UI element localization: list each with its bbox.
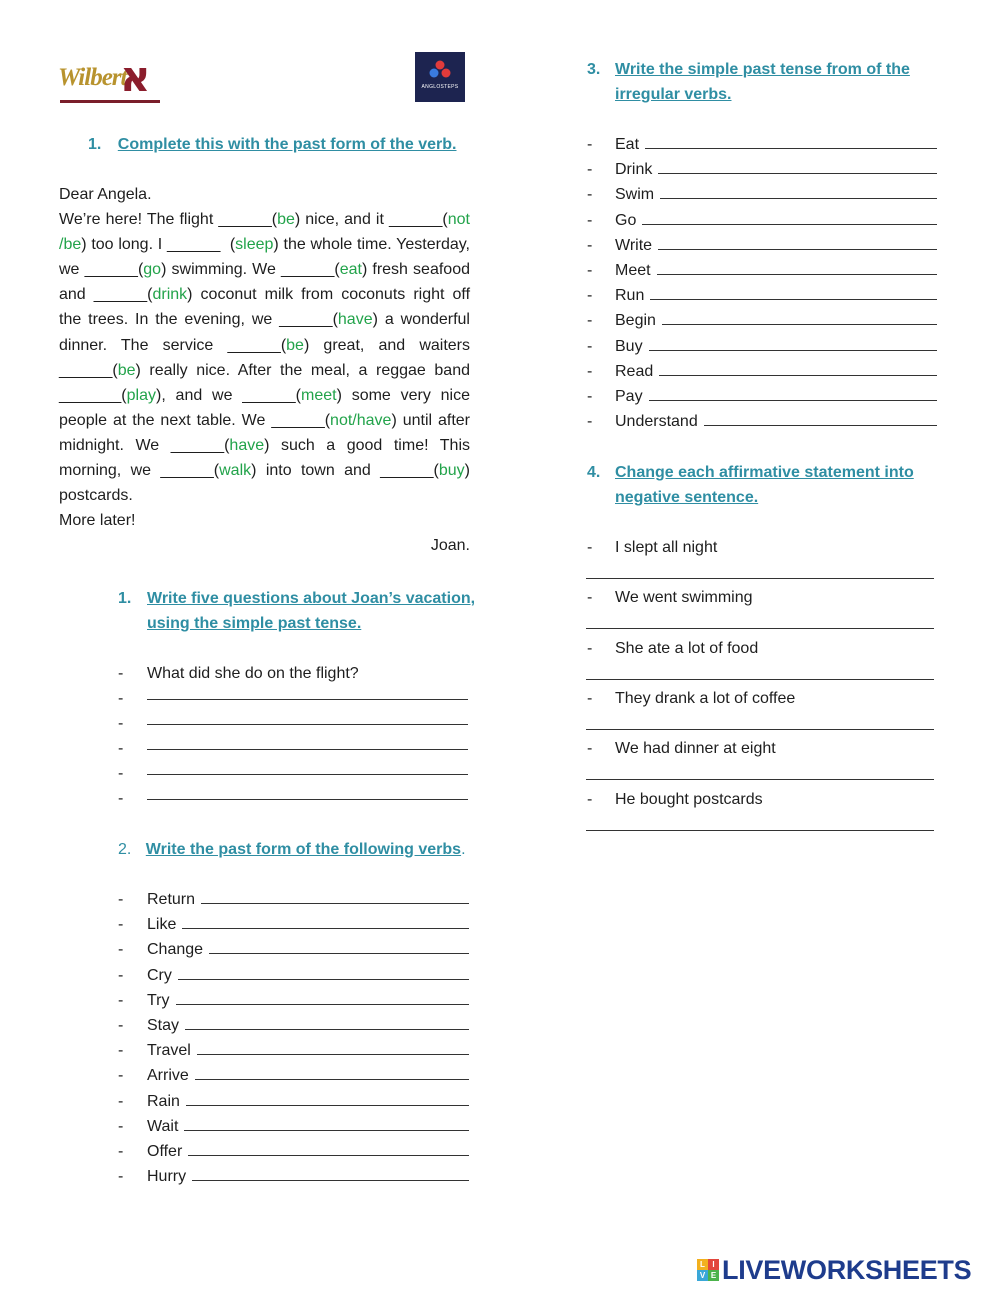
bullet-dash: - (118, 715, 124, 732)
verb-row (147, 1089, 469, 1114)
letter-paren: ) (391, 411, 397, 429)
verb-answer-line[interactable] (192, 1166, 469, 1181)
letter-closing: More later! (59, 512, 136, 530)
verb-hint-7: have (337, 311, 373, 329)
verb-answer-line[interactable] (704, 411, 937, 426)
answer-line[interactable] (147, 724, 468, 725)
verb-answer-line[interactable] (182, 914, 469, 929)
bullet-dash: - (587, 186, 593, 204)
verb-label: Go (615, 211, 637, 229)
verb-hint-12: not/have (330, 411, 392, 429)
verb-label: Cry (147, 966, 172, 984)
negative-answer-line[interactable] (586, 628, 934, 629)
statement-text: We went swimming (615, 589, 753, 607)
verb-label: Arrive (147, 1067, 189, 1085)
anglosteps-logo (415, 52, 465, 102)
bullet-dash: - (587, 413, 593, 431)
letter-part-13: until after midnight. We (59, 411, 470, 454)
section4-heading (587, 460, 600, 485)
letter-part-6: fresh seafood and (59, 261, 470, 304)
bullet-dash: - (118, 991, 124, 1009)
letter-paren: ) (155, 386, 162, 404)
verb-answer-line[interactable] (658, 235, 937, 250)
verb-row (147, 937, 469, 962)
bullet-dash: - (587, 312, 593, 330)
bullet-dash: - (118, 891, 124, 908)
verb-hint-4: go (143, 261, 162, 279)
letter-paren: ( (295, 386, 301, 404)
letter-part-7: coconut milk from coconuts right off the trees. In the evening, we (59, 286, 471, 329)
verb-label: Pay (615, 388, 643, 405)
letter-paren: ( (147, 286, 153, 304)
anglosteps-logo-mark (415, 52, 465, 102)
verb-label: Travel (147, 1042, 191, 1060)
verb-answer-line[interactable] (188, 1141, 469, 1156)
bullet-dash: - (118, 1092, 124, 1110)
verb-row (147, 912, 469, 937)
badge-letter-l: L (697, 1259, 708, 1270)
anglosteps-logo-text: ANGLOSTEPS (421, 84, 459, 90)
letter-paren: ) (135, 361, 141, 379)
letter-paren: ) (294, 211, 301, 229)
letter-greeting: Dear Angela. (59, 186, 152, 203)
statement-text: They drank a lot of coffee (615, 689, 796, 707)
statement-text: We had dinner at eight (615, 740, 776, 758)
bullet-dash: - (118, 1117, 124, 1135)
letter-paren: ( (442, 211, 448, 229)
section1b-number: 1. (118, 590, 132, 607)
verb-hint-9: be (117, 361, 136, 379)
statement-text: He bought postcards (615, 790, 763, 808)
verb-label: Change (147, 941, 204, 959)
letter-text (59, 182, 470, 558)
letter-paren: ( (121, 386, 127, 404)
wilbert-logo-text: Wilbert (58, 64, 127, 91)
section4-number: 4. (587, 464, 601, 481)
letter-part-9: great, and waiters (309, 336, 471, 354)
letter-paren: ) (464, 462, 470, 480)
verb-label: Read (615, 362, 654, 380)
bullet-dash: - (118, 1168, 124, 1186)
letter-part-10: really nice. After the meal, a reggae band (140, 361, 470, 379)
bullet-dash: - (587, 589, 593, 607)
bullet-dash: - (587, 337, 593, 355)
answer-line[interactable] (147, 749, 468, 750)
verb-row (615, 182, 937, 207)
letter-paren: ) (361, 261, 368, 279)
verb-answer-line[interactable] (659, 361, 937, 376)
section2-period: . (461, 841, 466, 858)
letter-part-16: postcards. (59, 487, 133, 505)
verb-hint-11: meet (301, 386, 337, 404)
section2-heading (118, 837, 466, 862)
section4-title-line1: Change each affirmative statement into (615, 464, 914, 481)
letter-part-5: swimming. We (166, 261, 281, 279)
verb-answer-line[interactable] (650, 285, 937, 300)
letter-paren: ( (271, 211, 278, 229)
section1b-title-line1: Write five questions about Joan’s vacation, (147, 590, 476, 607)
letter-paren: ) (336, 386, 342, 404)
verb-answer-line[interactable] (662, 310, 937, 325)
verb-row (147, 1013, 469, 1038)
liveworksheets-brand: LIVEWORKSHEETS (722, 1255, 972, 1285)
bullet-dash: - (118, 916, 124, 934)
bullet-dash: - (587, 287, 593, 305)
bullet-dash: - (587, 161, 593, 179)
letter-paren: ( (224, 436, 230, 454)
verb-row (615, 132, 937, 157)
verb-label: Like (147, 916, 177, 934)
statement-text: I slept all night (615, 539, 718, 556)
badge-letter-e: E (708, 1270, 719, 1281)
letter-paren: ( (280, 336, 287, 354)
bullet-dash: - (118, 740, 124, 757)
verb-answer-line[interactable] (642, 210, 937, 225)
verb-label: Rain (147, 1092, 180, 1110)
letter-signature: Joan. (430, 537, 470, 555)
letter-part-3: too long. I (86, 236, 167, 254)
letter-body: We’re here! The flight ______(be) nice, and it ______(not /be) too long. I ______ (sleep) the whole time. Yesterday, we ______(go) swimming. We ______(eat) fresh seafood and ______(drink) coconut milk from coconuts right off the trees. In the evening, we ______(have) a wonderful dinner. The service ______(be) great, and waiters ______(be) really nice. After the meal, a reggae band _______(play), and we ______(meet) some very nice people at the next table. We ______(not/have) until after midnight. We ______(have) such a good time! This morning, we ______(walk) into town and ______(buy) postcards. (59, 211, 471, 505)
verb-label: Understand (615, 413, 698, 431)
verb-answer-line[interactable] (649, 336, 937, 351)
letter-paren: ) (81, 236, 87, 254)
verb-row (147, 1114, 469, 1139)
letter-part-12: some very nice people at the next table. We (59, 386, 470, 429)
verb-row (615, 208, 937, 233)
bullet-dash: - (118, 966, 124, 984)
verb-answer-line[interactable] (201, 889, 469, 904)
answer-line[interactable] (147, 799, 468, 800)
negative-answer-line[interactable] (586, 578, 934, 579)
section3-heading (587, 57, 600, 82)
badge-letter-i: I (708, 1259, 719, 1270)
bullet-dash: - (587, 362, 593, 380)
letter-part-15: into town and (256, 462, 381, 480)
letter-paren: ( (229, 236, 236, 254)
verb-hint-8: be (286, 336, 304, 354)
letter-paren: ) (161, 261, 167, 279)
statement-text: She ate a lot of food (615, 639, 759, 657)
verb-row (147, 988, 469, 1013)
letter-part-8: a wonderful dinner. The service (59, 311, 470, 354)
bullet-dash: - (118, 1067, 124, 1085)
verb-label: Run (615, 287, 645, 305)
verb-label: Meet (615, 262, 651, 279)
verb-answer-line[interactable] (657, 260, 937, 275)
bullet-dash: - (587, 689, 593, 707)
letter-paren: ( (112, 361, 118, 379)
verb-row (147, 1139, 469, 1164)
verb-answer-line[interactable] (660, 184, 937, 199)
verb-answer-line[interactable] (658, 159, 937, 174)
section1-number: 1. (88, 136, 102, 153)
letter-part-14: such a good time! This morning, we (59, 436, 471, 480)
verb-row (615, 258, 937, 283)
bullet-dash: - (118, 765, 124, 782)
verb-row (147, 1063, 469, 1088)
verb-answer-line[interactable] (649, 386, 937, 401)
section1-title: Complete this with the past form of the verb. (117, 136, 457, 153)
bullet-dash: - (118, 1017, 124, 1034)
letter-part-1: We’re here! The flight (59, 211, 219, 229)
bullet-dash: - (118, 1143, 124, 1160)
letter-paren: ( (332, 311, 338, 329)
verb-label: Drink (615, 161, 653, 179)
letter-paren: ) (273, 236, 279, 254)
letter-part-4: the whole time. Yesterday, we (59, 236, 470, 279)
section1b-heading (118, 586, 131, 611)
section1b-title-line2: using the simple past tense. (147, 615, 362, 632)
bullet-dash: - (118, 690, 124, 707)
wilbert-logo-glyph: א (120, 52, 151, 101)
verb-label: Write (615, 236, 653, 254)
bullet-dash: - (587, 388, 593, 405)
question-text: What did she do on the flight? (147, 665, 359, 682)
verb-answer-line[interactable] (209, 939, 469, 954)
letter-paren: ) (303, 336, 310, 354)
negative-answer-line[interactable] (586, 729, 934, 730)
verb-hint-14: walk (219, 462, 252, 480)
verb-answer-line[interactable] (186, 1091, 469, 1106)
section3-title-line2: irregular verbs. (615, 86, 732, 103)
bullet-dash: - (587, 136, 593, 153)
negative-answer-line[interactable] (586, 779, 934, 780)
letter-paren: ) (264, 436, 270, 454)
negative-answer-line[interactable] (586, 679, 934, 680)
verb-hint-15: buy (438, 462, 465, 480)
verb-row (615, 283, 937, 308)
bullet-dash: - (587, 740, 593, 758)
verb-answer-line[interactable] (176, 990, 469, 1005)
bullet-dash: - (118, 1042, 124, 1060)
bullet-dash: - (118, 790, 124, 807)
badge-letter-v: V (697, 1270, 708, 1281)
verb-hint-3: sleep (235, 236, 274, 254)
letter-paren: ( (334, 261, 340, 279)
verb-label: Offer (147, 1143, 183, 1160)
verb-label: Try (147, 991, 170, 1009)
section2-number: 2. (118, 841, 132, 858)
negative-answer-line[interactable] (586, 830, 934, 831)
letter-paren: ( (433, 462, 439, 480)
bullet-dash: - (587, 262, 593, 279)
verb-row (147, 1164, 469, 1189)
verb-answer-line[interactable] (184, 1116, 469, 1131)
letter-paren: ) (372, 311, 378, 329)
letter-paren: ( (324, 411, 331, 429)
verb-answer-line[interactable] (645, 134, 937, 149)
verb-row (615, 308, 937, 333)
section4-title-line2: negative sentence. (615, 489, 759, 506)
verb-row (615, 409, 937, 434)
section1-heading (88, 132, 457, 157)
verb-hint-6: drink (152, 286, 188, 304)
verb-row (615, 359, 937, 384)
bullet-dash: - (118, 665, 124, 682)
verb-answer-line[interactable] (185, 1015, 469, 1030)
bullet-dash: - (587, 539, 593, 556)
bullet-dash: - (587, 236, 593, 254)
verb-row (615, 384, 937, 409)
verb-row (615, 334, 937, 359)
section2-title: Write the past form of the following verbs (145, 841, 462, 858)
letter-part-11: , and we (161, 386, 243, 404)
bullet-dash: - (587, 639, 593, 657)
verb-label: Eat (615, 136, 640, 153)
verb-hint-13: have (229, 436, 265, 454)
verb-hint-5: eat (339, 261, 362, 279)
letter-part-2: nice, and it (300, 211, 390, 229)
verb-row (147, 963, 469, 988)
section3-title-line1: Write the simple past tense from of the (615, 61, 910, 78)
bullet-dash: - (587, 790, 593, 808)
verb-row (615, 157, 937, 182)
wilbert-logo (58, 52, 162, 104)
verb-label: Return (147, 891, 196, 908)
verb-answer-line[interactable] (197, 1040, 469, 1055)
verb-label: Stay (147, 1017, 180, 1034)
letter-paren: ) (187, 286, 193, 304)
liveworksheets-badge (697, 1259, 719, 1281)
verb-label: Swim (615, 186, 655, 204)
bullet-dash: - (587, 211, 593, 229)
verb-hint-1: be (277, 211, 295, 229)
verb-hint-10: play (126, 386, 156, 404)
verb-label: Hurry (147, 1168, 187, 1186)
verb-hint-2: not /be (59, 211, 470, 254)
verb-label: Buy (615, 337, 643, 355)
bullet-dash: - (118, 941, 124, 959)
verb-row (615, 233, 937, 258)
answer-line[interactable] (147, 699, 468, 700)
verb-answer-line[interactable] (195, 1065, 469, 1080)
verb-label: Begin (615, 312, 656, 330)
section3-number: 3. (587, 61, 601, 78)
verb-row (147, 1038, 469, 1063)
verb-row (147, 887, 469, 912)
verb-answer-line[interactable] (178, 965, 469, 980)
letter-paren: ) (251, 462, 257, 480)
answer-line[interactable] (147, 774, 468, 775)
letter-paren: ( (137, 261, 144, 279)
letter-paren: ( (213, 462, 220, 480)
verb-label: Wait (147, 1117, 179, 1135)
